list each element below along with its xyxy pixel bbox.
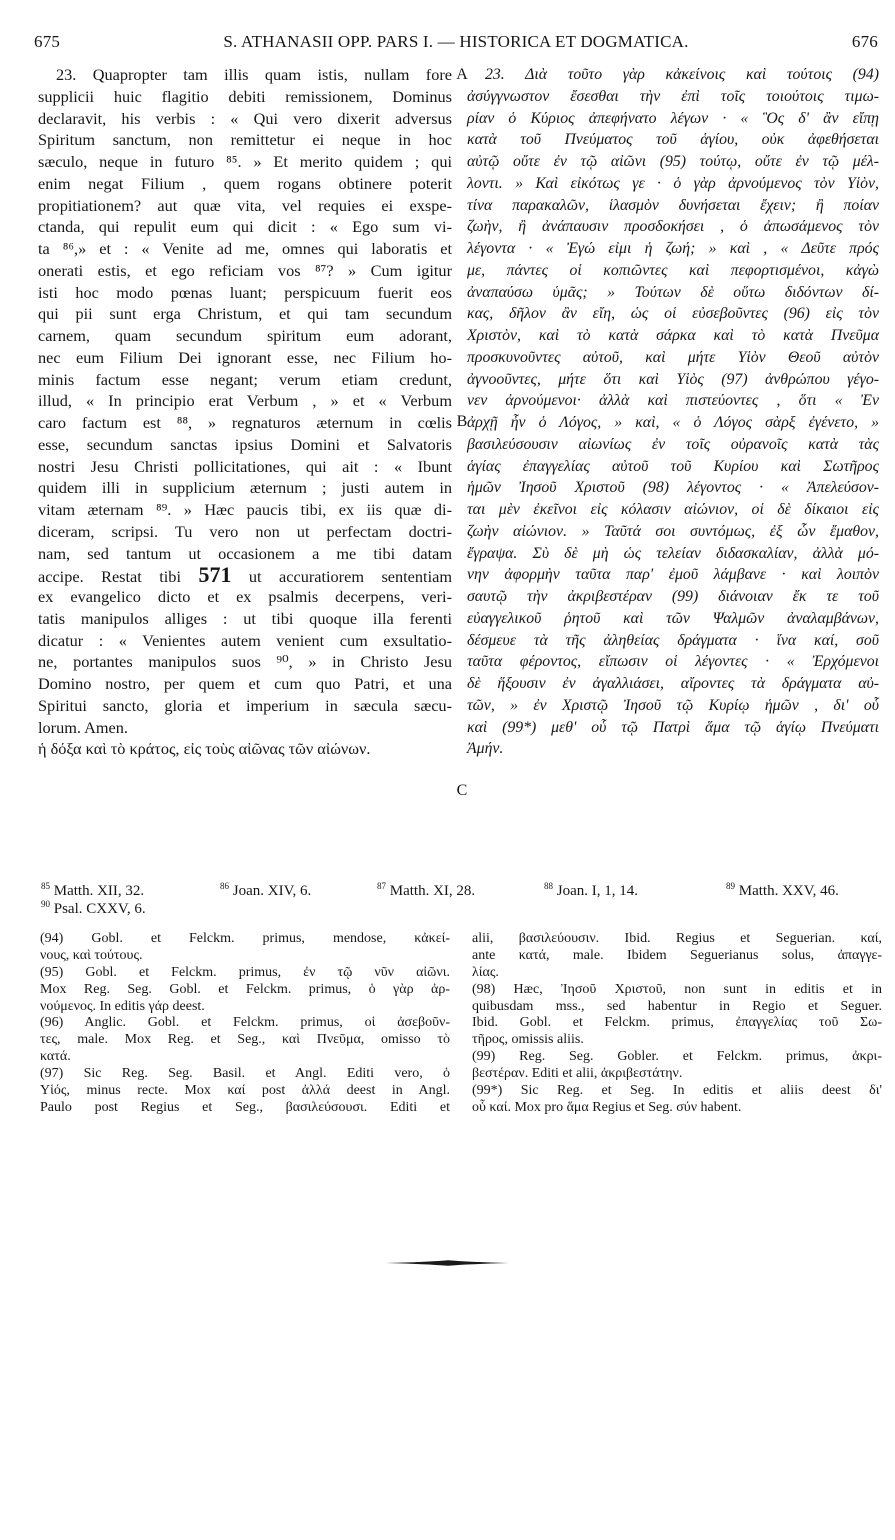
footnote-line: τες, male. Mox Reg. et Seg., καὶ Πνεῦμα, omisso τὸ (40, 1032, 450, 1048)
greek-line: ἁγίας ἐπαγγελίας αὐτοῦ τοῦ Κυρίου καὶ Σωτῆρος (467, 457, 879, 475)
latin-line: tatis manipulos alliges : ut tibi quoque illa ferenti (38, 608, 452, 628)
footnotes-left (40, 931, 450, 1117)
latin-line: Spiritum sanctum, non remittetur ei neque in hoc (38, 130, 452, 150)
scripture-ref-number: 87 (377, 881, 386, 891)
footnote-line: alii, βασιλεύουσιν. Ibid. Regius et Seguerian. καί, (472, 931, 882, 946)
latin-line: ctanda, qui repulit eum qui dicit : « Ego sum vi- (38, 217, 452, 237)
latin-line: 23. Quapropter tam illis quam istis, nullam fore (56, 65, 452, 84)
greek-line: Χριστὸν, καὶ τὸ κατὰ σάρκα καὶ τὸ κατὰ Πνεῦμα (467, 327, 879, 344)
latin-line: minis factum esse negant; verum etiam credunt, (38, 369, 452, 389)
latin-line: ne, portantes manipulos suos ⁹⁰, » in Christo Jesu (38, 652, 452, 672)
scripture-references (41, 877, 881, 917)
margin-letter-c: C (456, 782, 468, 799)
footnote-line: (97) Sic Reg. Seg. Basil. et Angl. Editi vero, ὁ (40, 1066, 450, 1082)
latin-line: dicatur : « Venientes autem venient cum exsultatio- (38, 630, 452, 650)
latin-line: illud, « In principio erat Verbum , » et « Verbum (38, 391, 452, 411)
greek-line: ἀρχῇ ἦν ὁ Λόγος, » καὶ, « ὁ Λόγος σὰρξ ἐγένετο, » (467, 414, 879, 431)
footnote-line: νους, καὶ τούτους. (40, 947, 143, 963)
scripture-ref-number: 85 (41, 881, 50, 891)
greek-line: καὶ (99*) μεθ' οὗ τῷ Πατρὶ ἅμα τῷ ἁγίῳ Πνεύματι (467, 718, 879, 736)
latin-line: carnem, quam secundum spiritum eum adorant, (38, 326, 452, 345)
scripture-ref-text: Joan. XIV, 6. (232, 883, 312, 899)
greek-line: ρίαν ὁ Κύριος ἀπεφήνατο λέγων · « Ὃς δ' ἂν εἴπῃ (467, 109, 879, 127)
latin-line: nostri Jesu Christi pollicitationes, qui ait : « Ibunt (38, 456, 452, 476)
latin-line-part: accipe. Restat tibi (38, 567, 181, 587)
latin-line: ta ⁸⁶,» et : « Venite ad me, omnes qui laboratis et (38, 239, 452, 258)
running-header (34, 32, 878, 54)
greek-line: Ἀμήν. (467, 740, 504, 758)
greek-line: τίνα παρακαλῶν, ἱλασμὸν δυνήσεται ἔχειν; ἢ ποίαν (467, 196, 879, 214)
greek-line: ἀσύγγνωστον ἔσεσθαι τὴν ἐπὶ τοῖς τοιούτοις τιμω- (467, 87, 879, 105)
latin-line: Domino nostro, per quem et cum quo Patri, et una (38, 674, 452, 693)
latin-line: nec eum Filium Dei ignorant esse, nec Filium ho- (38, 347, 452, 367)
latin-line: qui pii sunt erga Christum, et qui tam secundum (38, 304, 452, 324)
latin-line: ex evangelico dicto et ex psalmis decerpens, veri- (38, 587, 452, 606)
greek-line: ἔγραψα. Σὺ δὲ μὴ ὡς τελείαν διδασκαλίαν, ἀλλὰ μό- (467, 544, 879, 562)
greek-line: τῶν, » ἐν Χριστῷ Ἰησοῦ τῷ Κυρίῳ ἡμῶν , δι' οὗ (467, 696, 879, 714)
greek-column (467, 64, 879, 760)
latin-line (38, 564, 452, 586)
footnote-line: (99) Reg. Seg. Gobler. et Felckm. primus, ἀκρι- (472, 1049, 882, 1065)
scripture-ref-text: Matth. XII, 32. (53, 883, 145, 899)
latin-line: onerati estis, et ego reficiam vos ⁸⁷? » Cum igitur (38, 260, 452, 280)
latin-line: lorum. Amen. (38, 717, 128, 737)
scripture-ref-number: 86 (220, 881, 229, 891)
scripture-ref-text: Psal. CXXV, 6. (53, 901, 146, 917)
latin-line: quidem illi in supplicium æternum ; justi autem in (38, 478, 452, 498)
latin-line: sæculo, neque in futuro ⁸⁵. » Et merito quidem ; qui (38, 152, 452, 171)
scripture-ref-number: 89 (726, 881, 735, 891)
margin-letter-a: A (456, 66, 468, 83)
latin-line: enim negat Filium , quem rogans obtinere poterit (38, 173, 452, 193)
scripture-row (41, 877, 881, 899)
greek-line: κατὰ τοῦ Πνεύματος τοῦ ἁγίου, οὐκ ἀφεθήσεται (467, 131, 879, 149)
footnote-line: quibusdam mss., sed habentur in Regio et Seguer. (472, 998, 882, 1014)
greek-line: ἡμῶν Ἰησοῦ Χριστοῦ (98) λέγοντος · « Ἀπελεύσον- (467, 479, 879, 497)
scripture-ref-number: 88 (544, 881, 553, 891)
latin-line: supplicii huic flagitio debiti remissionem, Dominus (38, 86, 452, 106)
footnote-line: (95) Gobl. et Felckm. primus, ἐν τῷ νῦν αἰῶνι. (40, 964, 450, 980)
footnote-line: λίας. (472, 964, 499, 980)
footnote-line: Υἱός, minus recte. Mox καί post ἀλλά deest in Angl. (40, 1083, 450, 1099)
latin-line: esse, secundum sanctas ipsius Domini et Salvatoris (38, 434, 452, 454)
latin-column (38, 64, 452, 760)
end-ornament (386, 1259, 510, 1267)
greek-line: ἀναπαύσω ὑμᾶς; » Τούτων δὲ οὕτω διδόντων δί- (467, 283, 879, 301)
page-marker: 571 (198, 562, 232, 588)
greek-line: βασιλεύσουσιν αἰωνίως ἐν τοῖς οὐρανοῖς κατὰ τὰς (467, 435, 879, 453)
latin-line: isti hoc modo pœnas luant; perspicuum fuerit eos (38, 282, 452, 302)
page-number-left: 675 (34, 32, 61, 51)
latin-line: vitam æternam ⁸⁹. » Hæc paucis tibi, ex iis quæ di- (38, 500, 452, 519)
greek-line: με, πάντες οἱ κοπιῶντες καὶ πεφορτισμένοι, κἀγὼ (467, 261, 879, 279)
greek-line: δὲ ἥξουσιν ἐν ἀγαλλιάσει, αἴροντες τὰ δράγματα αὐ- (467, 675, 879, 692)
scripture-ref-text: Matth. XXV, 46. (738, 883, 839, 899)
greek-line: λέγοντα · « Ἐγώ εἰμι ἡ ζωή; » καὶ , « Δεῦτε πρός (467, 240, 879, 257)
greek-line: ταῦτα φέροντος, εἴπωσιν οἱ λέγοντες · « Ἐρχόμενοι (467, 653, 879, 671)
scripture-ref-number: 90 (41, 899, 50, 909)
latin-line: caro factum est ⁸⁸, » regnaturos æternum in cœlis (38, 413, 452, 432)
scripture-row (41, 895, 881, 917)
footnote-line: (94) Gobl. et Felckm. primus, mendose, κἀκεί- (40, 931, 450, 946)
greek-line: 23. Διὰ τοῦτο γὰρ κἀκείνοις καὶ τούτοις (94) (485, 66, 879, 83)
footnote-line: (96) Anglic. Gobl. et Felckm. primus, οἱ ἀσεβοῦν- (40, 1015, 450, 1031)
running-title: S. ATHANASII OPP. PARS I. — HISTORICA ET DOGMATICA. (223, 32, 689, 51)
latin-tail-line: ἡ δόξα καὶ τὸ κράτος, εἰς τοὺς αἰῶνας τῶν αἰώνων. (38, 739, 371, 759)
latin-line-part: ut accuratiorem sententiam (248, 567, 452, 587)
greek-line: ζωὴν, ἢ ἀνάπαυσιν προσδοκήσει , ὁ ἀπωσάμενος τὸν (467, 218, 879, 236)
footnote-line: οὗ καί. Mox pro ἅμα Regius et Seg. σύν habent. (472, 1099, 742, 1115)
scripture-ref-text: Joan. I, 1, 14. (556, 883, 638, 899)
greek-line: αὐτῷ οὔτε ἐν τῷ αἰῶνι (95) τούτῳ, οὔτε ἐν τῷ μέλ- (467, 153, 879, 170)
footnotes-right (472, 931, 882, 1117)
greek-line: εὐαγγελικοῦ ῥητοῦ καὶ τῶν Ψαλμῶν ἀναλαμβάνων, (467, 609, 879, 627)
margin-letter-b: B (456, 413, 468, 430)
footnote-line: κατά. (40, 1049, 71, 1065)
latin-line: diceram, scripsi. Tu vero non ut perfectam doctri- (38, 521, 452, 541)
scripture-ref-text: Matth. XI, 28. (389, 883, 476, 899)
latin-line: propitiationem? aut quæ vita, vel requies ei exspe- (38, 195, 452, 215)
footnote-line: Mox Reg. Seg. Gobl. et Felckm. primus, ὁ γὰρ ἀρ- (40, 981, 450, 997)
greek-line: νην ἀφορμὴν ταῦτα παρ' ἐμοῦ λάμβανε · καὶ λοιπὸν (467, 566, 879, 584)
greek-line: ζωὴν αἰώνιον. » Ταῦτά σοι συντόμως, ἐξ ὧν ἔμαθον, (467, 522, 879, 540)
greek-line: προσκυνοῦντες αὐτοῦ, καὶ μήτε Υἱὸν Θεοῦ αὐτὸν (467, 348, 879, 366)
footnote-line: Paulo post Regius et Seg., βασιλεύσουσι. Editi et (40, 1099, 450, 1115)
greek-line: νεν ἀρνούμενοι· ἀλλὰ καὶ πιστεύοντες , ὅτι « Ἐν (467, 392, 879, 410)
greek-line: κας, δῆλον ἂν εἴη, ὡς οἱ εὐσεβοῦντες (96) εἰς τὸν (467, 305, 879, 323)
scripture-ref (41, 895, 146, 918)
footnote-line: ante κατά, male. Ibidem Seguerianus solus, ἀπαγγε- (472, 947, 882, 963)
greek-line: ται μὲν ἐκεῖνοι εἰς κόλασιν αἰώνιον, οἱ δὲ δίκαιοι εἰς (467, 501, 879, 518)
footnote-line: Ibid. Gobl. et Felckm. primus, ἐπαγγελίας τοῦ Σω- (472, 1015, 882, 1031)
footnote-line: (98) Hæc, Ἰησοῦ Χριστοῦ, non sunt in editis et in (472, 981, 882, 997)
footnote-line: (99*) Sic Reg. et Seg. In editis et aliis deest δι' (472, 1083, 882, 1099)
greek-line: σαυτῷ τὴν ἀκριβεστέραν (99) διάνοιαν ἔκ τε τοῦ (467, 588, 879, 605)
latin-line: Spiritui sancto, gloria et imperium in sæcula sæcu- (38, 695, 452, 715)
footnote-line: βεστέραν. Editi et alii, ἀκριβεστάτην. (472, 1066, 683, 1082)
page-number-right: 676 (851, 32, 878, 51)
footnote-line: τῆρος, omissis aliis. (472, 1032, 584, 1048)
greek-line: λοντι. » Καὶ εἰκότως γε · ὁ γὰρ ἀρνούμενος τὸν Υἱὸν, (467, 174, 879, 192)
footnote-line: νούμενος. In editis γάρ deest. (40, 998, 205, 1014)
greek-line: ἀγνοοῦντες, μήτε ὅτι καὶ Υἱὸς (97) ἀνθρώπου γέγο- (467, 370, 879, 388)
greek-line: δέσμευε τὰ τῆς ἀληθείας δράγματα · ἵνα καί, σοῦ (467, 631, 879, 649)
latin-line: nam, sed tantum ut occasionem a me tibi datam (38, 543, 452, 563)
latin-line: declaravit, his verbis : « Qui vero dixerit adversus (38, 108, 452, 128)
